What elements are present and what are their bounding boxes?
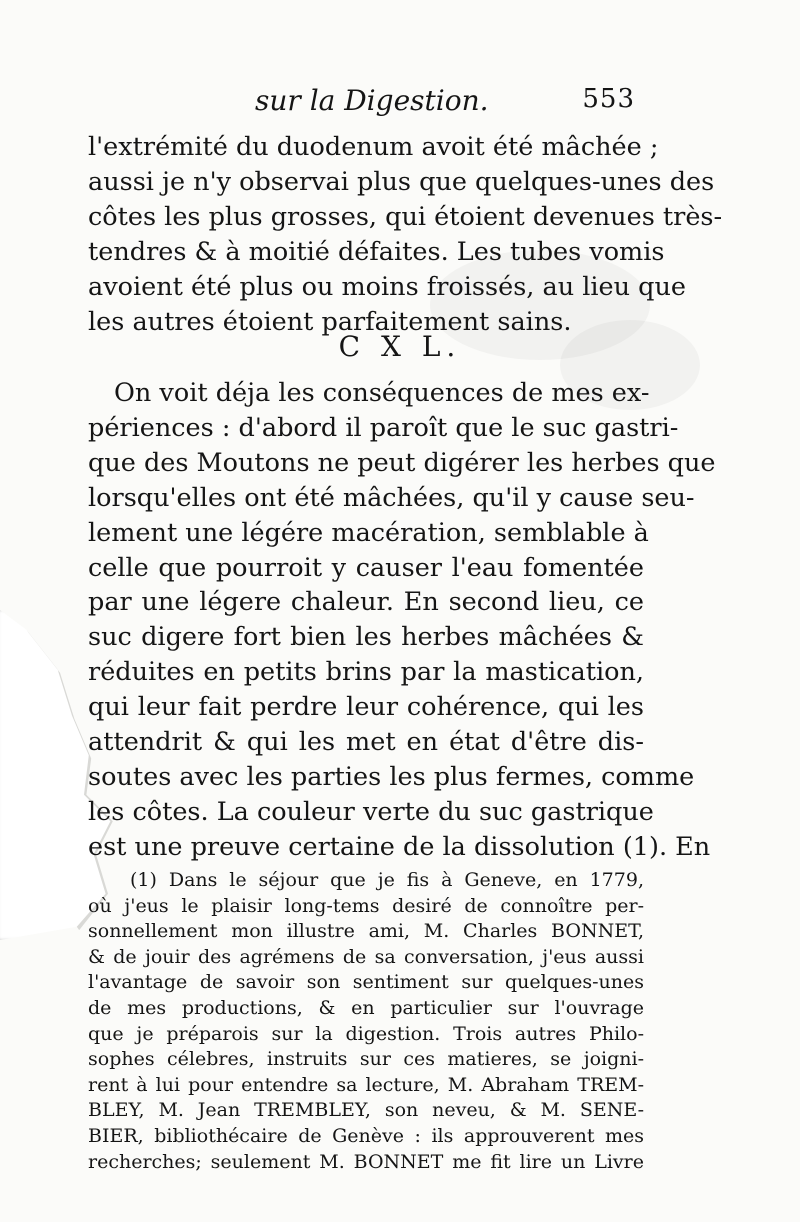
section-heading: C X L. <box>338 330 462 363</box>
text-line: avoient été plus ou moins froissés, au lieu que <box>88 271 686 302</box>
footnote-line: & de jouir des agrémens de sa conversation, j'eus aussi <box>88 945 644 968</box>
footnote <box>88 868 644 1175</box>
footnote-line: rent à lui pour entendre sa lecture, M. Abraham TREM- <box>88 1073 644 1096</box>
text-line: lement une légére macération, semblable à <box>88 517 649 548</box>
footnote-line: sophes célebres, instruits sur ces matieres, se joigni- <box>88 1048 644 1071</box>
text-line: suc digere fort bien les herbes mâchées & <box>88 622 644 653</box>
text-line: les côtes. La couleur verte du suc gastrique <box>88 796 654 827</box>
footnote-line: (1) Dans le séjour que je fis à Geneve, en 1779, <box>130 869 644 891</box>
text-line: lorsqu'elles ont été mâchées, qu'il y cause seu- <box>88 482 695 513</box>
text-line: par une légere chaleur. En second lieu, ce <box>88 587 644 618</box>
text-line: aussi je n'y observai plus que quelques-unes des <box>88 166 715 197</box>
text-line: tendres & à moitié défaites. Les tubes vomis <box>88 236 665 267</box>
paragraph-section-cxl <box>88 376 716 865</box>
footnote-line: BLEY, M. Jean TREMBLEY, son neveu, & M. SENE- <box>88 1099 644 1122</box>
text-line: l'extrémité du duodenum avoit été mâchée ; <box>88 132 659 162</box>
text-line: que des Moutons ne peut digérer les herbes que <box>88 447 716 478</box>
footnote-line: l'avantage de savoir son sentiment sur quelques-unes <box>88 971 644 994</box>
text-line: qui leur fait perdre leur cohérence, qui les <box>88 692 644 723</box>
footnote-line: recherches; seulement M. BONNET me fit lire un Livre <box>88 1150 644 1173</box>
page-number: 553 <box>582 84 635 114</box>
paragraph-continued <box>88 130 723 339</box>
footnote-line: que je préparois sur la digestion. Trois autres Philo- <box>88 1022 644 1045</box>
footnote-line: BIER, bibliothécaire de Genève : ils approuverent mes <box>88 1124 644 1147</box>
footnote-line: où j'eus le plaisir long-tems desiré de connoître per- <box>88 894 644 917</box>
text-line: On voit déja les conséquences de mes ex- <box>114 378 650 408</box>
running-head <box>255 84 635 124</box>
footnote-line: de mes productions, & en particulier sur l'ouvrage <box>88 996 644 1019</box>
text-line: côtes les plus grosses, qui étoient devenues très- <box>88 201 723 232</box>
text-line: réduites en petits brins par la mastication, <box>88 657 644 688</box>
footnote-line: sonnellement mon illustre ami, M. Charles BONNET, <box>88 920 644 943</box>
text-line: celle que pourroit y causer l'eau fomentée <box>88 552 644 583</box>
text-line: attendrit & qui les met en état d'être dis- <box>88 727 644 758</box>
text-line: est une preuve certaine de la dissolution (1). En <box>88 831 711 862</box>
text-line: les autres étoient parfaitement sains. <box>88 306 572 337</box>
text-line: périences : d'abord il paroît que le suc gastri- <box>88 412 679 443</box>
running-head-title: sur la Digestion. <box>255 84 489 117</box>
text-line: soutes avec les parties les plus fermes, comme <box>88 761 695 792</box>
